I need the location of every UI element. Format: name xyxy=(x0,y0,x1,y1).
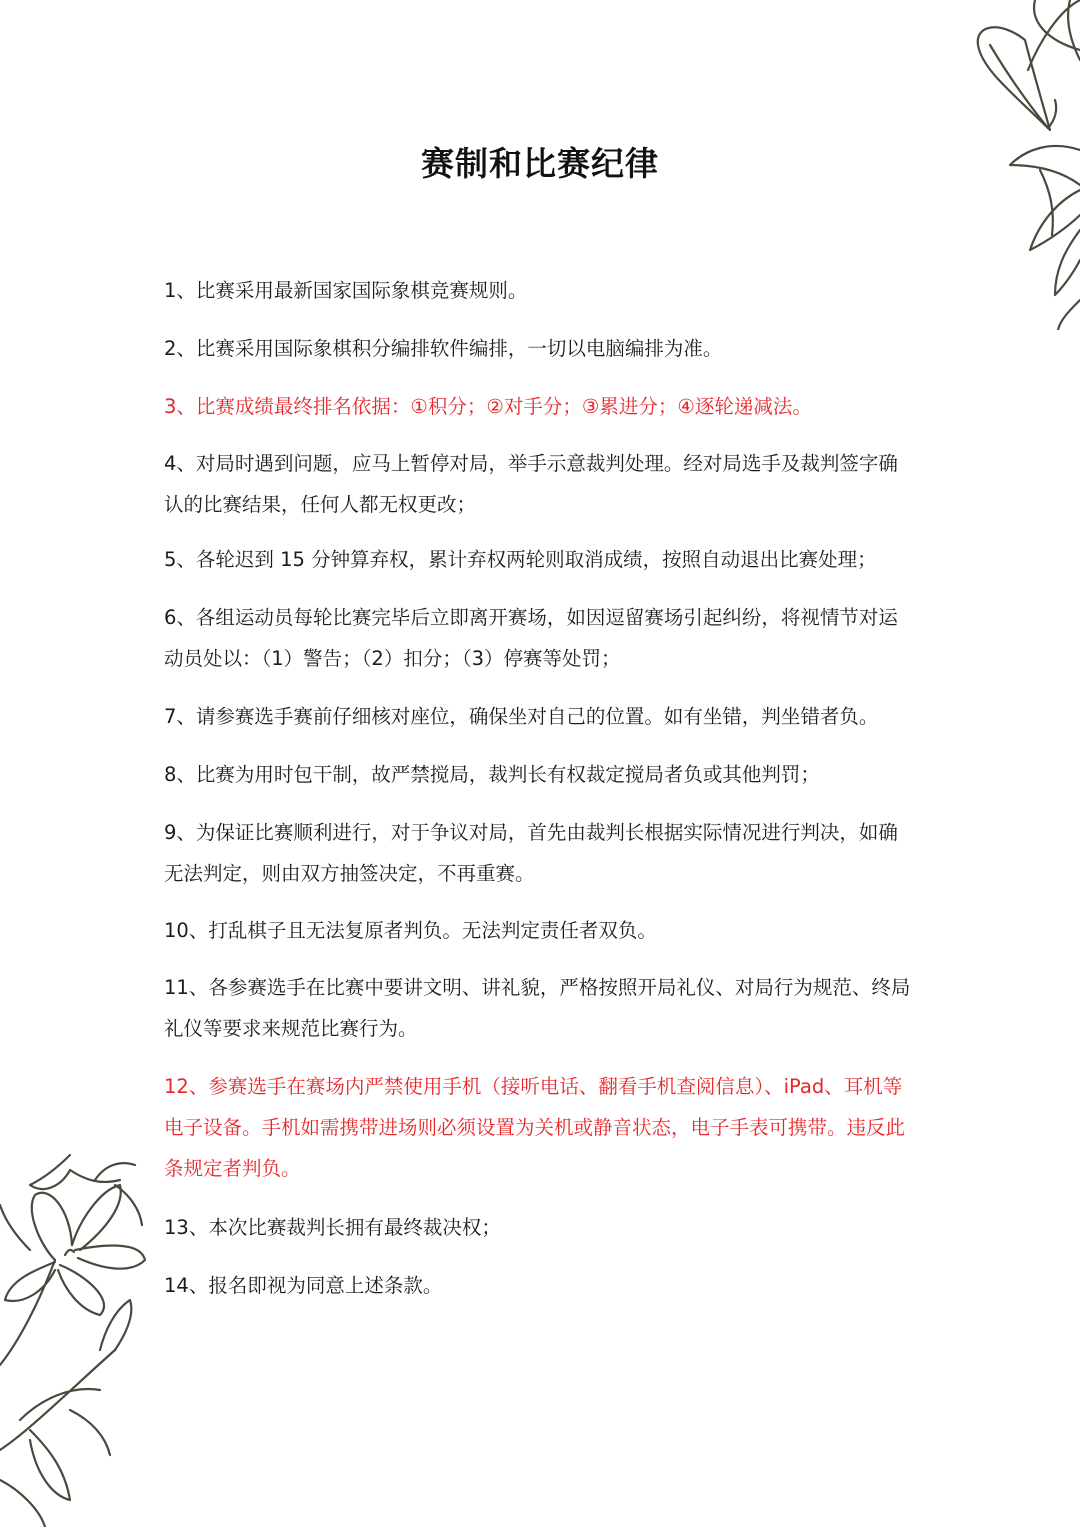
rule-line: 无法判定，则由双方抽签决定，不再重赛。 xyxy=(164,862,535,885)
list-item xyxy=(164,696,924,737)
rule-line: 12、参赛选手在赛场内严禁使用手机（接听电话、翻看手机查阅信息）、iPad、耳机等 xyxy=(164,1075,903,1098)
rule-line: 9、为保证比赛顺利进行，对于争议对局，首先由裁判长根据实际情况进行判决，如确 xyxy=(164,821,898,844)
list-item xyxy=(164,910,924,951)
rule-line: 2、比赛采用国际象棋积分编排软件编排，一切以电脑编排为准。 xyxy=(164,337,723,360)
list-item xyxy=(164,812,924,894)
list-item xyxy=(164,1265,924,1306)
list-item xyxy=(164,967,924,1049)
rule-line: 礼仪等要求来规范比赛行为。 xyxy=(164,1017,418,1040)
list-item xyxy=(164,597,924,679)
rule-line: 4、对局时遇到问题，应马上暂停对局，举手示意裁判处理。经对局选手及裁判签字确 xyxy=(164,452,898,475)
rule-line: 14、报名即视为同意上述条款。 xyxy=(164,1274,443,1297)
rule-line: 7、请参赛选手赛前仔细核对座位，确保坐对自己的位置。如有坐错，判坐错者负。 xyxy=(164,705,879,728)
list-item xyxy=(164,1207,924,1248)
list-item xyxy=(164,328,924,369)
rule-line: 5、各轮迟到 15 分钟算弃权，累计弃权两轮则取消成绩，按照自动退出比赛处理； xyxy=(164,548,877,571)
rule-line: 10、打乱棋子且无法复原者判负。无法判定责任者双负。 xyxy=(164,919,657,942)
list-item xyxy=(164,270,924,311)
rule-line: 1、比赛采用最新国家国际象棋竞赛规则。 xyxy=(164,279,528,302)
rule-line: 8、比赛为用时包干制，故严禁搅局，裁判长有权裁定搅局者负或其他判罚； xyxy=(164,763,820,786)
list-item-highlighted xyxy=(164,386,924,427)
rule-line: 条规定者判负。 xyxy=(164,1157,301,1180)
rule-line: 3、比赛成绩最终排名依据：①积分；②对手分；③累进分；④逐轮递减法。 xyxy=(164,395,812,418)
rule-line: 11、各参赛选手在比赛中要讲文明、讲礼貌，严格按照开局礼仪、对局行为规范、终局 xyxy=(164,976,911,999)
rule-line: 6、各组运动员每轮比赛完毕后立即离开赛场，如因逗留赛场引起纠纷，将视情节对运 xyxy=(164,606,898,629)
rule-line: 动员处以：（1）警告；（2）扣分；（3）停赛等处罚； xyxy=(164,647,621,670)
list-item xyxy=(164,443,924,525)
lily-flower-line-art-icon xyxy=(0,1150,160,1527)
rule-line: 电子设备。手机如需携带进场则必须设置为关机或静音状态，电子手表可携带。违反此 xyxy=(164,1116,906,1139)
rule-line: 13、本次比赛裁判长拥有最终裁决权； xyxy=(164,1216,501,1239)
list-item xyxy=(164,754,924,795)
list-item xyxy=(164,539,924,580)
page-title: 赛制和比赛纪律 xyxy=(421,144,659,183)
rule-line: 认的比赛结果，任何人都无权更改； xyxy=(164,493,477,516)
list-item-highlighted xyxy=(164,1066,924,1189)
